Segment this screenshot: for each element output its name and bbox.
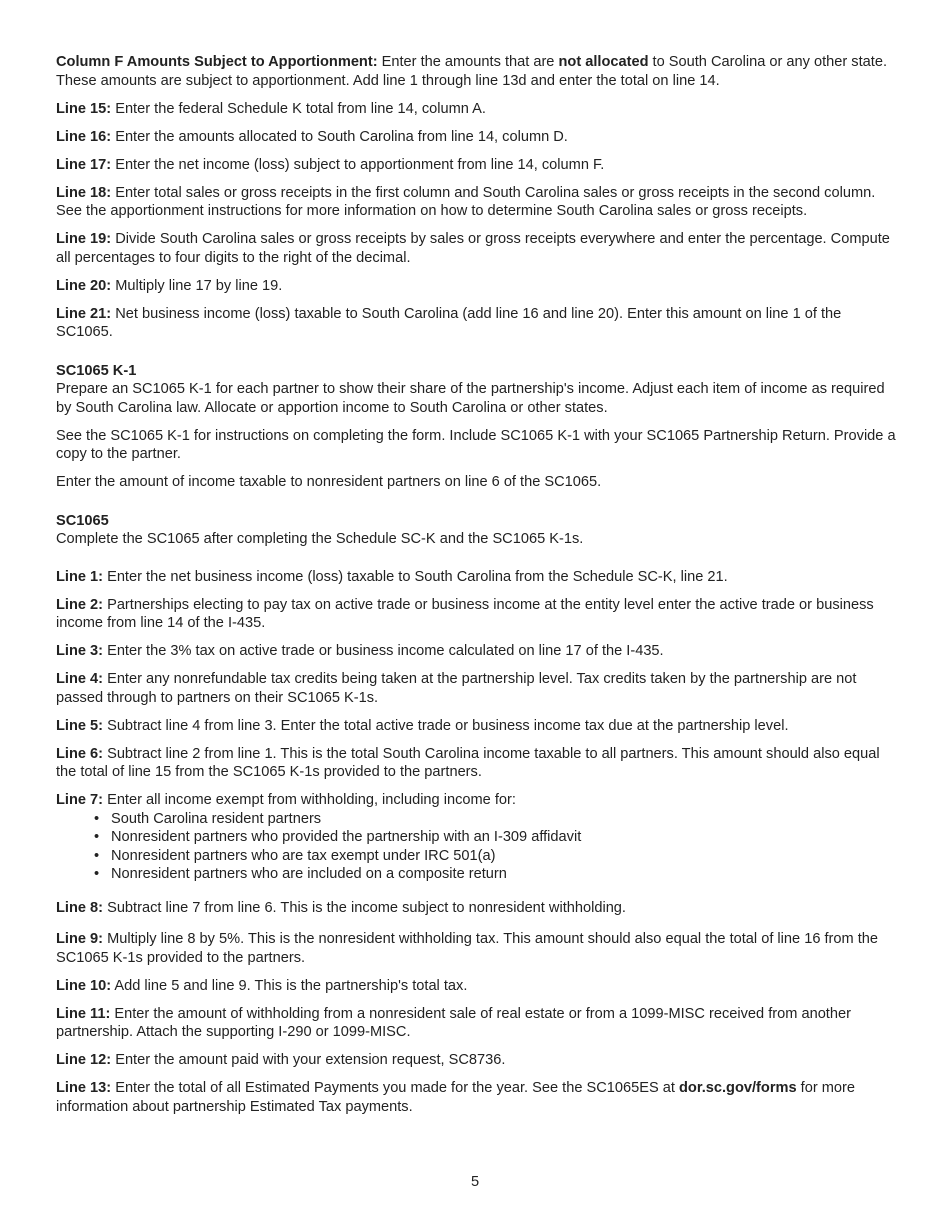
line-label: Line 6: [56, 745, 104, 762]
line-text: Enter the amount of withholding from a nonresident sale of real estate or from a 1099-MISC received from another partnership. Attach the supporting I-290 or 1099-MISC. [56, 1005, 851, 1040]
line-label: Line 17: [56, 156, 112, 173]
line-text: for more information about partnership Estimated Tax payments. [56, 1080, 855, 1115]
line-label: Line 8: [56, 899, 104, 916]
line-text: Divide South Carolina sales or gross receipts by sales or gross receipts everywhere and enter the percentage. Compute all percentages to four digits to the right of the decimal. [56, 231, 890, 266]
line-12-paragraph [56, 1051, 896, 1070]
instructions-body [56, 53, 896, 1126]
line-text: Enter the federal Schedule K total from line 14, column A. [111, 100, 486, 117]
line-19-paragraph [56, 230, 896, 267]
k1-heading: SC1065 K-1 [56, 362, 137, 379]
line-10-paragraph [56, 977, 896, 996]
line-label: Line 11: [56, 1005, 111, 1022]
list-item: • Nonresident partners who are included on a composite return [94, 865, 896, 884]
line-text: Enter the total of all Estimated Payments you made for the year. See the SC1065ES at [111, 1080, 680, 1096]
line-16-paragraph [56, 128, 896, 147]
line-label: Line 16: [56, 128, 112, 145]
k1-paragraph-2: See the SC1065 K-1 for instructions on completing the form. Include SC1065 K-1 with your SC1065 Partnership Return. Provide a copy to the partner. [56, 427, 896, 462]
line-17-paragraph [56, 156, 896, 175]
line-label: Line 1: [56, 568, 104, 585]
line-text: Enter total sales or gross receipts in the first column and South Carolina sales or gross receipts in the second column. See the apportionment instructions for more information on how to determine South Carolina sales or gross receipts. [56, 184, 876, 219]
line-3-paragraph [56, 642, 896, 661]
k1-section [56, 362, 896, 492]
line-label: Line 2: [56, 596, 104, 613]
line-11-paragraph [56, 1005, 896, 1042]
forms-website-link[interactable]: dor.sc.gov/forms [679, 1080, 797, 1096]
line-9-paragraph [56, 930, 896, 967]
list-item: • South Carolina resident partners [94, 810, 896, 829]
sc1065-heading: SC1065 [56, 512, 109, 529]
k1-paragraph-3: Enter the amount of income taxable to nonresident partners on line 6 of the SC1065. [56, 474, 602, 490]
line-13-paragraph [56, 1079, 896, 1116]
line-label: Line 12: [56, 1052, 112, 1068]
line-8-paragraph [56, 899, 896, 918]
k1-paragraph-1: Prepare an SC1065 K-1 for each partner to show their share of the partnership's income. Adjust each item of income as required by South Carolina law. Allocate or apportion income to South Carolina or other states. [56, 381, 885, 416]
page-number: 5 [470, 1174, 480, 1190]
line-6-paragraph [56, 745, 896, 782]
line-text: Enter all income exempt from withholding, including income for: [103, 792, 516, 808]
exempt-income-list [56, 810, 896, 884]
line-label: Line 4: [56, 671, 104, 687]
line-label: Line 18: [56, 184, 112, 201]
line-text: Subtract line 4 from line 3. Enter the total active trade or business income tax due at the partnership level. [103, 717, 789, 734]
line-label: Line 15: [56, 100, 112, 117]
line-text: Net business income (loss) taxable to South Carolina (add line 16 and line 20). Enter this amount on line 1 of the SC1065. [56, 305, 842, 340]
column-f-label: Column F Amounts Subject to Apportionment: [56, 54, 378, 70]
line-label: Line 19: [56, 231, 112, 247]
column-f-text-2: to South Carolina or any other state. These amounts are subject to apportionment. Add line 1 through line 13d and enter the total on line 14. [56, 54, 888, 89]
line-text: Enter the amount paid with your extension request, SC8736. [111, 1052, 506, 1068]
line-label: Line 21: [56, 305, 112, 322]
line-7-paragraph [56, 791, 896, 810]
sc1065-intro: Complete the SC1065 after completing the Schedule SC-K and the SC1065 K-1s. [56, 531, 584, 547]
line-21-paragraph [56, 305, 896, 342]
list-item: • Nonresident partners who are tax exempt under IRC 501(a) [94, 847, 896, 866]
line-label: Line 5: [56, 717, 104, 734]
line-2-paragraph [56, 596, 896, 633]
line-label: Line 7: [56, 792, 104, 808]
line-label: Line 20: [56, 277, 112, 294]
line-text: Partnerships electing to pay tax on active trade or business income at the entity level enter the active trade or business income from line 14 of the I-435. [56, 596, 874, 631]
line-4-paragraph [56, 670, 896, 707]
line-text: Enter the 3% tax on active trade or business income calculated on line 17 of the I-435. [103, 643, 664, 659]
line-1-paragraph [56, 568, 896, 587]
line-text: Enter any nonrefundable tax credits being taken at the partnership level. Tax credits taken by the partnership are not passed through to partners on their SC1065 K-1s. [56, 671, 857, 706]
line-15-paragraph [56, 100, 896, 119]
line-5-paragraph [56, 717, 896, 736]
list-item: • Nonresident partners who provided the partnership with an I-309 affidavit [94, 828, 896, 847]
line-text: Enter the amounts allocated to South Carolina from line 14, column D. [111, 128, 568, 145]
line-18-paragraph [56, 184, 896, 221]
line-label: Line 13: [56, 1080, 112, 1096]
line-text: Enter the net income (loss) subject to apportionment from line 14, column F. [111, 156, 605, 173]
column-f-text-1: Enter the amounts that are [377, 54, 559, 70]
line-text: Add line 5 and line 9. This is the partnership's total tax. [111, 977, 468, 994]
line-label: Line 3: [56, 643, 104, 659]
line-text: Enter the net business income (loss) taxable to South Carolina from the Schedule SC-K, line 21. [103, 568, 728, 585]
line-20-paragraph [56, 277, 896, 296]
not-allocated-emphasis: not allocated [558, 54, 649, 70]
sc1065-section [56, 512, 896, 1117]
line-text: Multiply line 8 by 5%. This is the nonresident withholding tax. This amount should also equal the total of line 16 from the SC1065 K-1s provided to the partners. [56, 931, 879, 966]
line-text: Subtract line 2 from line 1. This is the total South Carolina income taxable to all partners. This amount should also equal the total of line 15 from the SC1065 K-1s provided to the partners. [56, 745, 880, 780]
line-label: Line 9: [56, 931, 104, 947]
column-f-paragraph [56, 53, 896, 90]
line-text: Subtract line 7 from line 6. This is the income subject to nonresident withholding. [103, 899, 626, 916]
line-text: Multiply line 17 by line 19. [111, 277, 283, 294]
line-label: Line 10: [56, 977, 112, 994]
